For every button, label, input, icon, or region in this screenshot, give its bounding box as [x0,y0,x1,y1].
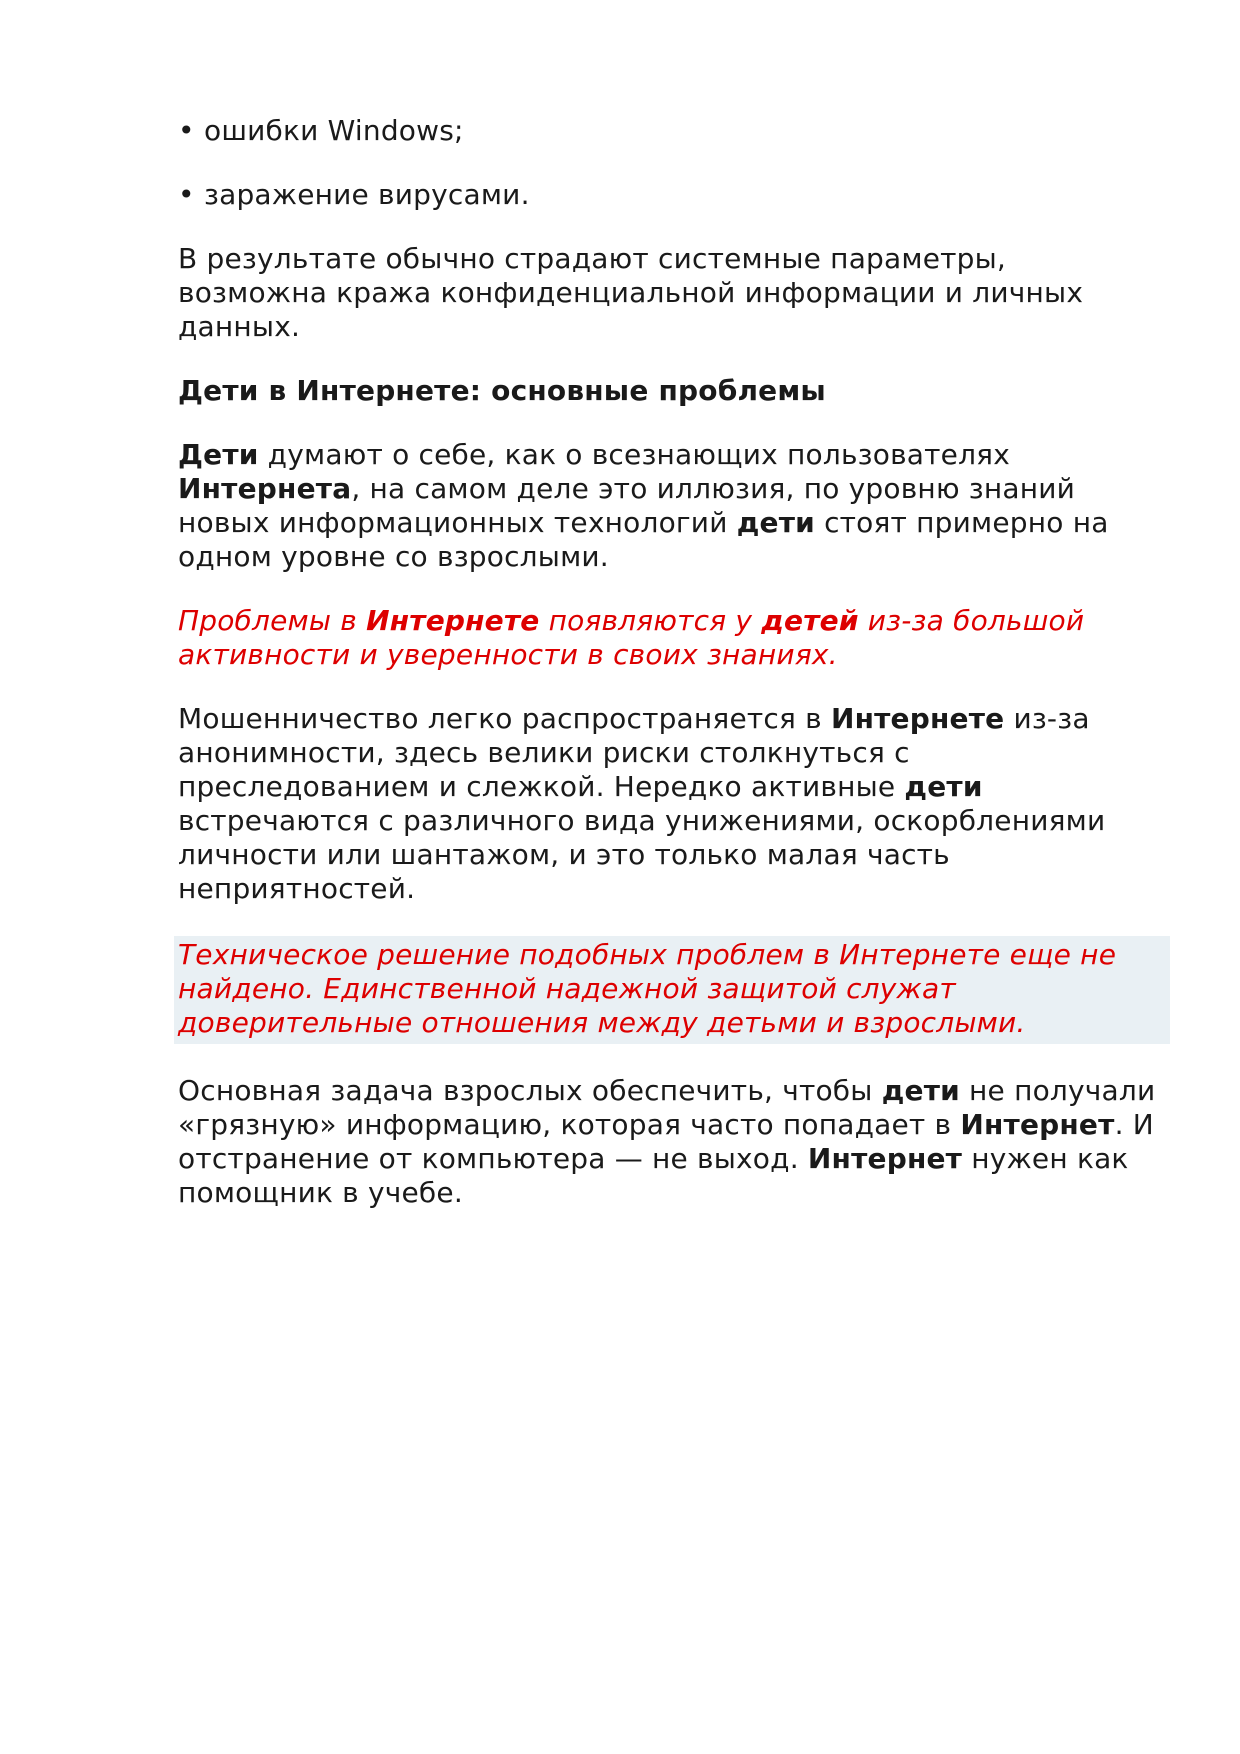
bullet-icon: • [178,178,195,211]
bold-term: Интернета [178,472,352,505]
bold-term: Дети [178,438,259,471]
bullet-icon: • [178,114,195,147]
list-item-text: заражение вирусами. [204,178,530,211]
bold-term: Интернете [366,604,540,637]
bold-term: Интернет [960,1108,1115,1141]
text-run: Основная задача взрослых обеспечить, чтобы [178,1074,882,1107]
bold-term: дети [736,506,815,539]
bold-term: дети [881,1074,960,1107]
highlighted-callout: Техническое решение подобных проблем в Интернете еще не найдено. Единственной надежной защитой служат доверительные отношения между детьми и взрослыми. [174,936,1170,1044]
section-heading: Дети в Интернете: основные проблемы [178,374,826,407]
bold-term: Интернете [830,702,1005,735]
text-run: думают о себе, как о всезнающих пользователях [258,438,1010,471]
text-run: стоят примерно на одном уровне со взрослыми. [178,506,1109,573]
paragraph-problems-emphasis [178,604,1158,672]
list-item [178,178,1158,212]
bold-term: Интернет [807,1142,963,1175]
text-run: . И отстранение от компьютера — не выход. [178,1108,1154,1175]
text-run: Мошенничество легко распространяется в [178,702,831,735]
document-body [178,114,1158,1240]
text-run: из-за анонимности, здесь велики риски столкнуться с преследованием и слежкой. Нередко активные [178,702,1090,803]
bold-term: дети [904,770,983,803]
text-run: не получали «грязную» информацию, которая часто попадает в [178,1074,1156,1141]
paragraph-fraud [178,702,1158,906]
text-run: Проблемы в [178,604,367,637]
paragraph-children [178,438,1158,574]
text-run: встречаются с различного вида унижениями, оскорблениями личности или шантажом, и это только малая часть неприятностей. [178,804,1106,905]
text-run: появляются у [539,604,762,637]
paragraph-task [178,1074,1158,1210]
text-run: из-за большой активности и уверенности в своих знаниях. [178,604,1085,671]
list-item-text: ошибки Windows; [204,114,464,147]
text-run: нужен как помощник в учебе. [178,1142,1129,1209]
bold-term: детей [761,604,859,637]
list-item [178,114,1158,148]
paragraph-result: В результате обычно страдают системные параметры, возможна кража конфиденциальной информации и личных данных. [178,242,1084,343]
text-run: , на самом деле это иллюзия, по уровню знаний новых информационных технологий [178,472,1076,539]
